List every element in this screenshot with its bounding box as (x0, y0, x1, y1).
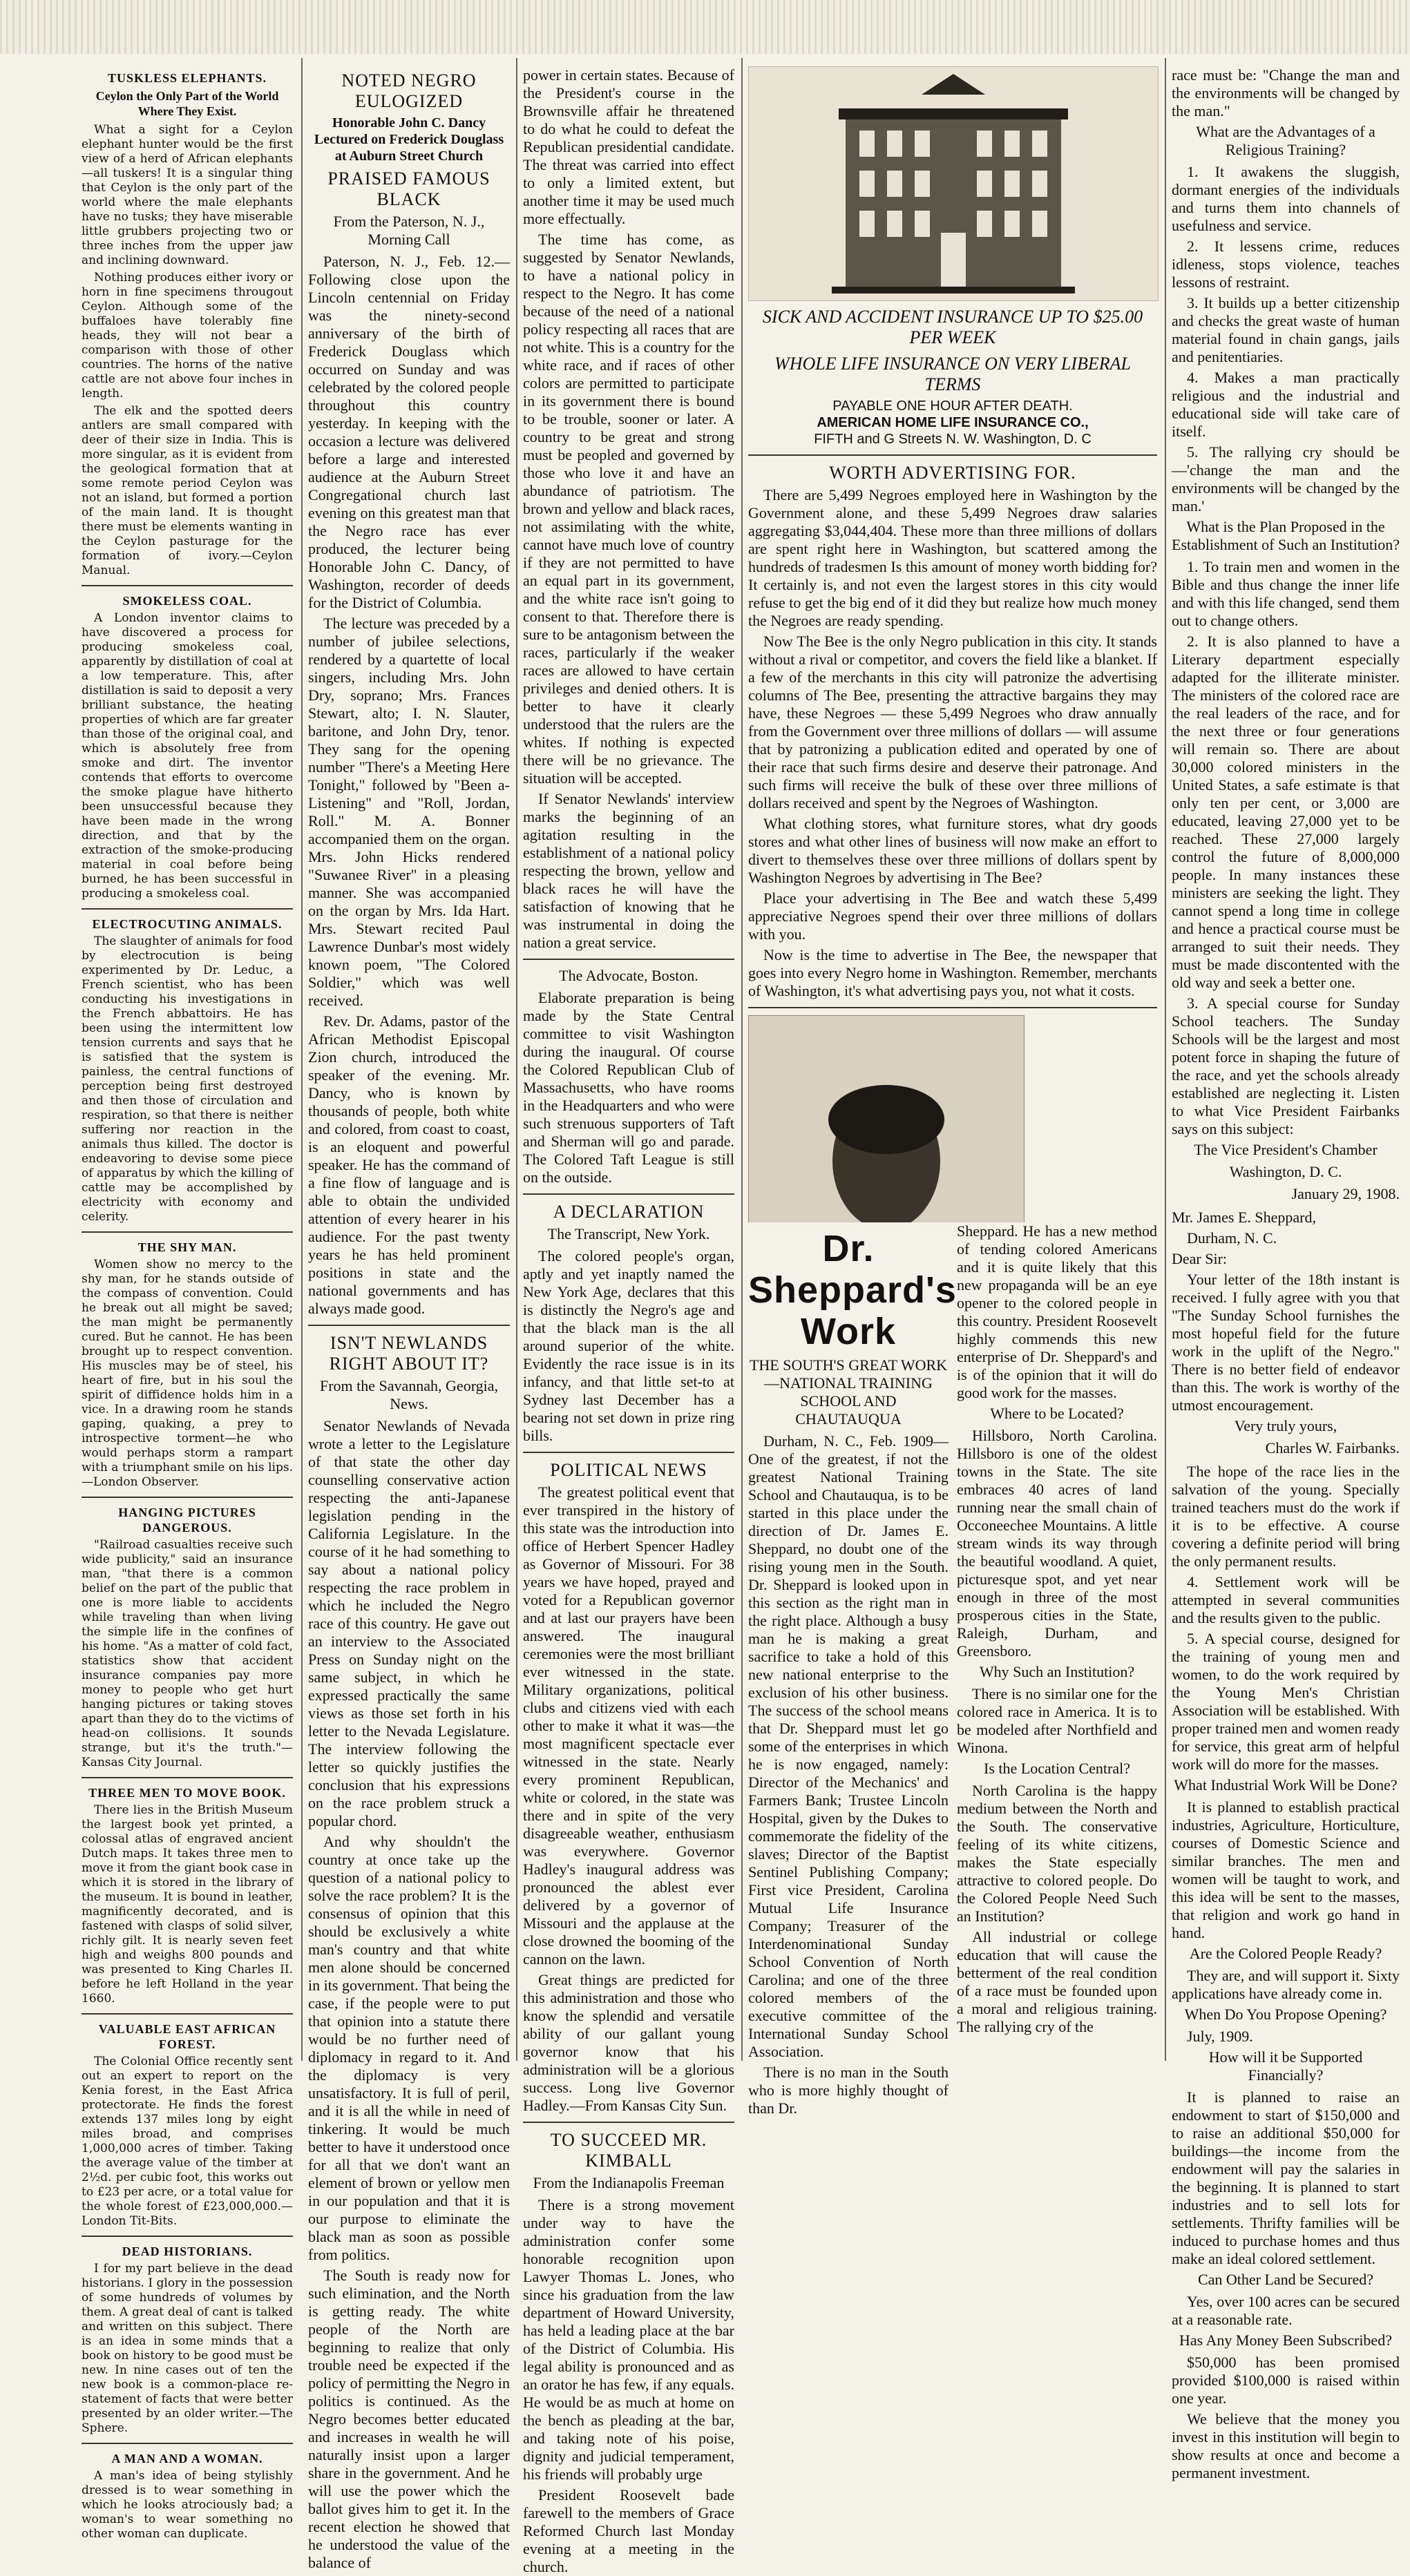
worth-advertising-heading: WORTH ADVERTISING FOR. (829, 463, 1076, 483)
ad-line-3: PAYABLE ONE HOUR AFTER DEATH. (832, 398, 1073, 414)
article-paragraph: power in certain states. Because of the President's course in the Brownsville affair he threatened to do what he could to defeat the Republican presidential candidate. The threat was carried into effect to only a limited extent, but another time it may be used much more effectually. (523, 66, 734, 227)
article-headline: A DECLARATION (553, 1202, 705, 1222)
article-paragraph: The time has come, as suggested by Senator Newlands, to have a national policy in respect to the Negro. It has come because of the need of a national policy respecting all races that are not white. This is a country for the white race, and if races of other colors are permitted to participate in its government there is bound to be trouble, sooner or later. A country to be great and strong must be peopled and governed by those who love it and have an abundance of patriotism. The brown and yellow and black races, not assimilating with the white, cannot have much love of country if they are not permitted to have an equal part in its government, and the white race isn't going to consent to that. Therefore there is sure to be antagonism between the races, particularly if the weaker races are allowed to have certain privileges and denied others. It is better to have it clearly understood that the rulers are the whites. If nothing is expected there will be no grievance. The situation will be accepted. (523, 231, 734, 787)
article-paragraph: The South is ready now for such elimination, and the North is getting ready. The white people of the North are beginning to realize that only trouble need be expected if the policy of permitting the Negro in politics is continued. As the Negro becomes better educated and increases in wealth he will naturally insist upon a larger share in the government. And he will use the power which the ballot gives him to get it. In the recent election he showed that he understood the value of the balance of (308, 2267, 510, 2571)
column-training-school (1172, 66, 1400, 2481)
article-source: From the Indianapolis Freeman (533, 2174, 725, 2191)
article-paragraph: The elk and the spotted deers antlers are small compared with deer of their size in India. This is more singular, as it is evident from the geological formation that at some remote period Ceylon was not an island, but formed a portion of the main land. It is thought there must be elements wanting in the Ceylon pasturage for the formation of ivory.—Ceylon Manual. (82, 404, 293, 577)
worth-paragraph: There are 5,499 Negroes employed here in Washington by the Government alone, and these 5,499 Negroes draw salaries aggregating $3,044,404. These more than three millions of dollars are spent right here in Washington, but scattered among the hundreds of tradesmen Is this amount of money worth bidding for? It certainly is, and not even the largest stores in this city would refuse to get the big end of it did they but realize how much money the Negroes are ready spending. (748, 486, 1157, 629)
article-headline: SMOKELESS COAL. (122, 594, 252, 608)
article-divider (82, 2443, 293, 2444)
worth-paragraph: Now is the time to advertise in The Bee, the newspaper that goes into every Negro home in Washington. Remember, merchants of Washington, it's what advertising pays you, not what it costs. (748, 946, 1157, 999)
article-divider (523, 1193, 734, 1195)
section-answer: July, 1909. (1187, 2028, 1253, 2045)
section-answer: Yes, over 100 acres can be secured at a reasonable rate. (1172, 2293, 1400, 2328)
article-divider (523, 1452, 734, 1453)
article-paragraph: President Roosevelt bade farewell to the members of Grace Reformed Church last Monday evening at a meeting in the church. (523, 2486, 734, 2575)
section-answer: We believe that the money you invest in this institution will begin to show results at once and become a permanent investment. (1172, 2410, 1400, 2481)
section-question: Has Any Money Been Subscribed? (1179, 2332, 1392, 2349)
list-item: 1. It awakens the sluggish, dormant energies of the individuals and turns them into channels of usefulness and service. (1172, 163, 1400, 234)
article-headline: NOTED NEGRO EULOGIZED (341, 70, 477, 111)
sheppard-column-2 (957, 1222, 1157, 2120)
ad-address: FIFTH and G Streets N. W. Washington, D. C (814, 432, 1092, 447)
article-paragraph: The lecture was preceded by a number of jubilee selections, rendered by a quartette of local singers, including Mrs. John Dry, soprano; Mrs. Frances Stewart, alto; I. N. Slauter, baritone, and John Dry, tenor. They sang for the opening number "There's a Meeting Here Tonight," followed by "Been a-Listening" and "Roll, Jordan, Roll." M. A. Bonner accompanied them on the organ. Mrs. John Hicks rendered "Suwanee River" in a pleasing manner. She was accompanied on the organ by Mrs. Ida Hart. Mrs. Stewart recited Paul Lawrence Dunbar's most widely known poem, "The Colored Soldier," which was well received. (308, 615, 510, 1009)
article-paragraph: A London inventor claims to have discovered a process for producing smokeless coal, apparently by distillation of coal at a low temperature. This, after distillation is said to deposit a very brilliant substance, the heating properties of which are far greater than those of the original coal, and which is absolutely free from smoke and dirt. The inventor contends that efforts to overcome the smoke plague have hitherto been unsuccessful because they have been made in the wrong direction, and that by the extraction of the smoke-producing material in coal before being burned, he has been successful in producing a smokeless coal. (82, 611, 293, 901)
article-paragraph: And why shouldn't the country at once take up the question of a national policy to solve the race problem? It is the consensus of opinion that this should be exclusively a white man's country and that white men alone should be concerned in its government. That being the case, if the people were to put that opinion into a statute there would be no further need of diplomacy in regard to it. And the diplomacy is very unsatisfactory. It is full of peril, and it is all the while in need of tinkering. It would be much better to have it understood once for all that we don't want an element of brown or yellow men in our population and that it is our purpose to eliminate the black man as soon as possible from politics. (308, 1833, 510, 2263)
article-paragraph: The Colonial Office recently sent out an expert to report on the Kenia forest, in the East Africa protectorate. He finds the forest extends 137 miles long by eight miles broad, and comprises 1,000,000 acres of timber. Taking the average value of the timber at 2½d. per cubic foot, this works out to £23 per acre, or a total value for the whole forest of £23,000,000.—London Tit-Bits. (82, 2055, 293, 2228)
section-answer: It is planned to raise an endowment to start of $150,000 and to raise an additional $50,000 for buildings—the income from the endowment will pay the salaries in the beginning. It is planned to start industries and to sell lots for settlements. Thrifty families will be induced to purchase homes and thus make an ideal colored settlement. (1172, 2088, 1400, 2267)
column-rule (741, 58, 743, 2061)
sheppard-paragraph: Durham, N. C., Feb. 1909—One of the greatest, if not the greatest National Training School and Chautauqua, is to be started in this place under the direction of Dr. James E. Sheppard, no doubt one of the rising young men in the South. Dr. Sheppard is looked upon in this section as the right man in the right place. Although a busy man he is making a great sacrifice to take a hold of this new national enterprise to the exclusion of his other business. The success of the school means that Dr. Sheppard must let go some of the enterprises in which he is now engaged, namely: Director of the Mechanics' and Farmers Bank; Trustee Lincoln Hospital, given by the Dukes to commemorate the fidelity of the slaves; Director of the Baptist Sentinel Publishing Company; First vice President, Carolina Mutual Life Insurance Company; Treasurer of the Interdenominational Sunday School Convention of North Carolina; and one of the three colored members of the executive committee of the International Sunday School Association. (748, 1432, 949, 2060)
article-paragraph: A man's idea of being stylishly dressed is to wear something in which he looks atrociously bad; a woman's to wear something no other woman can duplicate. (82, 2469, 293, 2541)
article-source: From the Paterson, N. J., Morning Call (333, 213, 485, 248)
article-paragraph: The colored people's organ, aptly and yet inaptly named the New York Age, declares that this is distinctly the Negro's age and that the black man is the all around superior of the white. Evidently the race issue is in its infancy, and that little set-to at Sydney last December has a bearing not set down in prize ring bills. (523, 1247, 734, 1444)
worth-advertising-body (748, 486, 1157, 1000)
letter-body: Your letter of the 18th instant is received. I fully agree with you that "The Sunday School furnishes the most hopeful field for the future work in the uplift of the Negro." There is no better field of endeavor than this. The work is worthy of the utmost encouragement. (1172, 1271, 1400, 1414)
column-rule (301, 58, 303, 2061)
sheppard-answer: All industrial or college education that will cause the betterment of the real condition of a race must be founded upon a moral and religious training. The rallying cry of the (957, 1928, 1157, 2035)
page-top-edge (0, 0, 1410, 54)
article-divider (82, 2236, 293, 2237)
letter-salutation: Dear Sir: (1172, 1250, 1228, 1267)
article-paragraph: There is a strong movement under way to have the administration confer some honorable recognition upon Lawyer Thomas L. Jones, who since his graduation from the law department of Howard University, has held a leading place at the bar of the District of Columbia. His legal ability is pronounced and as an orator he has few, if any equals. He would be as much at home on the bench as pleading at the bar, and taking note of his poise, dignity and judicial temperament, his friends will probably urge (523, 2196, 734, 2483)
section-question: What Industrial Work Will be Done? (1174, 1776, 1398, 1794)
list-item: 2. It lessens crime, reduces idleness, stops violence, teaches lessons of restraint. (1172, 238, 1400, 291)
article-source: The Advocate, Boston. (559, 967, 698, 984)
article-divider (82, 908, 293, 910)
article-subhead: Ceylon the Only Part of the World Where They Exist. (95, 89, 279, 118)
sheppard-question: Where to be Located? (990, 1405, 1124, 1422)
column-rule (1165, 58, 1166, 2061)
ad-line-2: WHOLE LIFE INSURANCE ON VERY LIBERAL TERMS (774, 354, 1131, 394)
section-answer: They are, and will support it. Sixty applications have already come in. (1172, 1967, 1400, 2002)
sheppard-question: Why Such an Institution? (979, 1663, 1135, 1680)
section-question: What are the Advantages of a Religious Training? (1196, 123, 1375, 158)
article-divider (82, 1231, 293, 1233)
column-misc-items (82, 66, 293, 2541)
article-divider (82, 585, 293, 586)
ad-company: AMERICAN HOME LIFE INSURANCE CO., (817, 415, 1089, 430)
article-headline: POLITICAL NEWS (550, 1460, 707, 1480)
sheppard-paragraph: Sheppard. He has a new method of tending colored Americans and it is quite likely that this new propaganda will be an eye opener to the colored people in this country. President Roosevelt highly commends this new enterprise of Dr. Sheppard's and is of the opinion that it will do good work for the masses. (957, 1222, 1157, 1401)
list-item: 5. The rallying cry should be—'change the man and the environments will be changed by the man.' (1172, 443, 1400, 515)
sheppard-headline: Dr. Sheppard's Work (748, 1228, 957, 1352)
article-paragraph: What a sight for a Ceylon elephant hunter would be the first view of a herd of African elephants—all tuskers! It is a singular thing that Ceylon is the only part of the world where the male elephants have no tusks; they have miserable little grubbers projecting two or three inches from the upper jaw and inclining downward. (82, 123, 293, 267)
section-question: Are the Colored People Ready? (1189, 1945, 1382, 1962)
section-question: How will it be Supported Financially? (1208, 2048, 1363, 2084)
sheppard-answer: Hillsboro, North Carolina. Hillsboro is one of the oldest towns in the State. The site embraces 40 acres of land running near the small chain of Occoneechee Mountains. A little stream winds its way through the beautiful woodland. A quiet, picturesque spot, and yet near enough in three of the most prosperous cities in the State, Raleigh, Durham, and Greensboro. (957, 1427, 1157, 1660)
sheppard-paragraph: There is no man in the South who is more highly thought of than Dr. (748, 2064, 949, 2117)
article-headline: A MAN AND A WOMAN. (111, 2452, 263, 2466)
article-paragraph: "Railroad casualties receive such wide publicity," said an insurance man, "that there is a common belief on the part of the public that one is more liable to accidents while traveling than when living the simple life in the confines of his home. "As a matter of cold fact, statistics show that accident insurance companies pay more money to people who get hurt hanging pictures or taking stoves apart than they do to the victims of head-on collisions. It sounds strange, but it's the truth."—Kansas City Journal. (82, 1538, 293, 1769)
article-headline-2: PRAISED FAMOUS BLACK (327, 169, 490, 209)
letter-addressee: Mr. James E. Sheppard, (1172, 1209, 1316, 1226)
article-paragraph: Senator Newlands of Nevada wrote a letter to the Legislature of that state the other day counselling conservative action respecting the anti-Japanese legislation pending in the California Legislature. In the course of it he had something to say about a national policy respecting the race problem in which he included the Negro race of this country. He gave out an interview to the Associated Press on Sunday night on the same subject, in which he expressed practically the same views as those set forth in his letter to the Nevada Legislature. The interview following the letter so quickly justifies the conclusion that his expressions on the race problem struck a popular chord. (308, 1417, 510, 1829)
article-headline: ISN'T NEWLANDS RIGHT ABOUT IT? (329, 1333, 489, 1374)
article-source: The Transcript, New York. (547, 1225, 710, 1242)
article-source: From the Savannah, Georgia, News. (319, 1377, 499, 1412)
article-paragraph: race must be: "Change the man and the environments will be changed by the man." (1172, 66, 1400, 119)
list-item: 2. It is also planned to have a Literary department especially adapted for the illiterate minister. The ministers of the colored race are the real leaders of the race, and for the next three or four generations will remain so. There are about 30,000 colored ministers in the United States, a safe estimate is that only ten per cent, or 3,000 are educated, leaving 27,000 yet to be reached. These 27,000 largely control the future of 8,000,000 people. In many instances these ministers are seeking the light. They cannot spend a long time in college and hence a practical course must be arranged to suit their needs. They must be made discontented with the old way and seek a better one. (1172, 633, 1400, 991)
article-paragraph: Paterson, N. J., Feb. 12.—Following close upon the Lincoln centennial on Friday was the ninety-second anniversary of the birth of Frederick Douglass which occurred on Sunday and was celebrated by the colored people throughout this country yesterday. In keeping with the occasion a lecture was delivered before a large and interested audience at the Auburn Street Congregational church last evening on this greatest man that the Negro race has ever produced, the lecturer being Honorable John C. Dancy, of Washington, recorder of deeds for the District of Columbia. (308, 253, 510, 611)
ad-line-1: SICK AND ACCIDENT INSURANCE UP TO $25.00 PER WEEK (762, 307, 1143, 347)
insurance-building-engraving (748, 66, 1159, 301)
article-divider (82, 1497, 293, 1498)
sheppard-answer: North Carolina is the happy medium between the North and the South. The conservative feeling of its white citizens, makes the State especially attractive to colored people. Do the Colored People Need Such an Institution? (957, 1782, 1157, 1925)
article-divider (82, 2013, 293, 2015)
list-item: 5. A special course, designed for the training of young men and women, to do the work required by the Young Men's Christian Association will be established. With proper trained men and women ready for service, this great arm of helpful work will do more for the masses. (1172, 1630, 1400, 1773)
list-item: 4. Makes a man practically religious and the industrial and educational side will take care of itself. (1172, 369, 1400, 440)
article-paragraph: If Senator Newlands' interview marks the beginning of an agitation resulting in the establishment of a national policy respecting the brown, yellow and black races he will have the satisfaction of knowing that he was instrumental in doing the nation a great service. (523, 790, 734, 951)
letter-head: The Vice President's Chamber (1194, 1141, 1378, 1158)
list-item: 3. A special course for Sunday School teachers. The Sunday Schools will be the largest and most potent force in shaping the future of the race, and yet the schools already established are neglecting it. Listen to what Vice President Fairbanks says on this subject: (1172, 994, 1400, 1137)
article-headline: TO SUCCEED MR. KIMBALL (550, 2130, 707, 2171)
section-answer: It is planned to establish practical industries, Agriculture, Horticulture, courses of Domestic Science and similar branches. The men and women will be taught to work, and this idea will be sent to the masses, that religion and work go hand in hand. (1172, 1798, 1400, 1941)
article-divider (308, 1325, 510, 1326)
article-paragraph: Rev. Dr. Adams, pastor of the African Methodist Episcopal Zion church, introduced the speaker of the evening. Mr. Dancy, who is known by thousands of people, both white and colored, from coast to coast, is an eloquent and powerful speaker. He has the command of a fine flow of language and is able to obtain the undivided attention of every hearer in his audience. For the past twenty years he has held prominent positions in state and the national governments and has always made good. (308, 1012, 510, 1317)
article-paragraph: Nothing produces either ivory or horn in fine specimens througout Ceylon. Although some of the buffaloes have tolerably fine heads, they will not bear a comparison with those of other countries. The horns of the native cattle are not above four inches in length. (82, 271, 293, 401)
article-paragraph: Elaborate preparation is being made by the State Central committee to visit Washington during the inaugural. Of course the Colored Republican Club of Massachusetts, who have rooms in the Headquarters and who were such strenuous supporters of Taft and Sherman will go and parade. The Colored Taft League is still on the outside. (523, 989, 734, 1186)
article-paragraph: Great things are predicted for this administration and those who know the splendid and versatile ability of our gallant young governor know that his administration will be a glorious success. Long live Governor Hadley.—From Kansas City Sun. (523, 1971, 734, 2114)
article-headline: HANGING PICTURES DANGEROUS. (118, 1506, 256, 1535)
article-headline: TUSKLESS ELEPHANTS. (107, 71, 267, 85)
worth-paragraph: What clothing stores, what furniture stores, what dry goods stores and what other lines of business will now make an effort to divert to themselves these over three millions of dollars spent by Washington Negroes by advertising in The Bee? (748, 815, 1157, 886)
section-question: What is the Plan Proposed in the Establishment of Such an Institution? (1172, 518, 1400, 553)
letter-close: Very truly yours, (1234, 1417, 1337, 1434)
article-headline: ELECTROCUTING ANIMALS. (92, 917, 283, 931)
article-paragraph: The slaughter of animals for food by electrocution is being experimented by Dr. Leduc, a French scientist, who has been conducting his investigations in the French abbattoirs. He has been using the intermittent low tension currents and says that he is satisfied that the system is painless, the central functions of perception being first destroyed and then those of circulation and respiration, so that there is neither suffering nor reaction in the animals thus killed. The doctor is endeavoring to devise some piece of apparatus by which the killing of cattle may be accomplished by electricity with economy and celerity. (82, 934, 293, 1224)
sheppard-subhead: THE SOUTH'S GREAT WORK—NATIONAL TRAINING SCHOOL AND CHAUTAUQUA (749, 1356, 948, 1428)
article-headline: THREE MEN TO MOVE BOOK. (88, 1786, 286, 1800)
section-answer: $50,000 has been promised provided $100,000 is raised within one year. (1172, 2354, 1400, 2407)
column-rule (516, 58, 517, 2061)
worth-paragraph: Now The Bee is the only Negro publication in this city. It stands without a rival or competitor, and covers the field like a blanket. If a few of the merchants in this city will patronize the advertising columns of The Bee, presenting the attractive bargains they may have, these Negroes — these 5,499 Negroes who draw annually from the Government over three millions of dollars — will assume that by patronizing a publication edited and operated by one of their race that such firms desire and deserve their patronage. And such firms will receive the bulk of these over three millions of dollars received and spent by the Negroes of Washington. (748, 633, 1157, 811)
letter-date: January 29, 1908. (1291, 1185, 1400, 1202)
worth-paragraph: Place your advertising in The Bee and watch these 5,499 appreciative Negroes spend their over three millions of dollars with you. (748, 890, 1157, 943)
article-paragraph: There lies in the British Museum the largest book yet printed, a colossal atlas of engraved ancient Dutch maps. It takes three men to move it from the giant book case in which it is stored in the library of the museum. It is bound in leather, magnificently decorated, and is fastened with clasps of solid silver, richly gilt. It is nearly seven feet high and weighs 800 pounds and was presented to King Charles II. before he left Holland in the year 1660. (82, 1803, 293, 2006)
sheppard-answer: There is no similar one for the colored race in America. It is to be modeled after Northfield and Winona. (957, 1685, 1157, 1756)
article-divider (523, 2122, 734, 2123)
sheppard-article (748, 1222, 1157, 2117)
article-paragraph: I for my part believe in the dead historians. I glory in the possession of some hundreds of volumes by them. A great deal of cant is talked and written on this subject. There is an idea in some minds that a book on history to be good must be new. In nine cases out of ten the new book is a common-place re-statement of facts that were better presented by an older writer.—The Sphere. (82, 2262, 293, 2435)
list-item: The hope of the race lies in the salvation of the young. Specially trained teachers must do the work if it is to be effective. A course covering a definite period will bring the only permanent results. (1172, 1463, 1400, 1570)
list-item: 1. To train men and women in the Bible and thus change the inner life and with this life changed, send them out to change others. (1172, 558, 1400, 629)
letter-signature: Charles W. Fairbanks. (1265, 1439, 1400, 1457)
list-item: 4. Settlement work will be attempted in several communities and the results given to the public. (1172, 1573, 1400, 1626)
article-paragraph: The greatest political event that ever transpired in the history of this state was the introduction into office of Herbert Spencer Hadley as Governor of Missouri. For 38 years we have hoped, prayed and voted for a Republican governor and at last our prayers have been answered. The inaugural ceremonies were the most brilliant ever witnessed in the state. Military organizations, political clubs and citizens vied with each other to make it what it was—the most magnificent spectacle ever witnessed in the state. Nearly every prominent Republican, white or colored, in the state was there and in spite of the very disagreeable weather, enthusiasm was everywhere. Governor Hadley's inaugural address was pronounced the ablest ever delivered by a governor of Missouri and the applause at the close drowned the booming of the cannon on the lawn. (523, 1483, 734, 1968)
article-divider (82, 1777, 293, 1778)
article-headline: DEAD HISTORIANS. (122, 2245, 253, 2258)
article-headline: VALUABLE EAST AFRICAN FOREST. (98, 2022, 276, 2051)
letter-place: Washington, D. C. (1229, 1163, 1342, 1180)
column-dancy-newlands (308, 66, 510, 2571)
sheppard-column-1 (748, 1222, 957, 2120)
section-question: When Do You Propose Opening? (1184, 2006, 1387, 2023)
article-paragraph: Women show no mercy to the shy man, for he stands outside of the compass of convention. Could he break out all might be saved; the man might be permanently cured. But he cannot. He has been brought up to respect convention. His muscles may be of steel, his heart of fire, but in his soul the spirit of diffidence holds him in a vice. In a drawing room he stands gaping, quaking, a prey to introspective torment—he who would perhaps storm a rampart with a triumphant smile on his lips.—London Observer. (82, 1258, 293, 1489)
article-subhead: Honorable John C. Dancy Lectured on Frederick Douglass at Auburn Street Church (314, 115, 504, 164)
article-headline: THE SHY MAN. (137, 1240, 237, 1254)
sheppard-question: Is the Location Central? (984, 1760, 1130, 1777)
column-politics (523, 66, 734, 2575)
section-question: Can Other Land be Secured? (1197, 2271, 1374, 2288)
article-divider (523, 959, 734, 960)
letter-addressee-city: Durham, N. C. (1187, 1229, 1277, 1247)
list-item: 3. It builds up a better citizenship and checks the great waste of human material found in chain gangs, jails and penitentiaries. (1172, 294, 1400, 365)
